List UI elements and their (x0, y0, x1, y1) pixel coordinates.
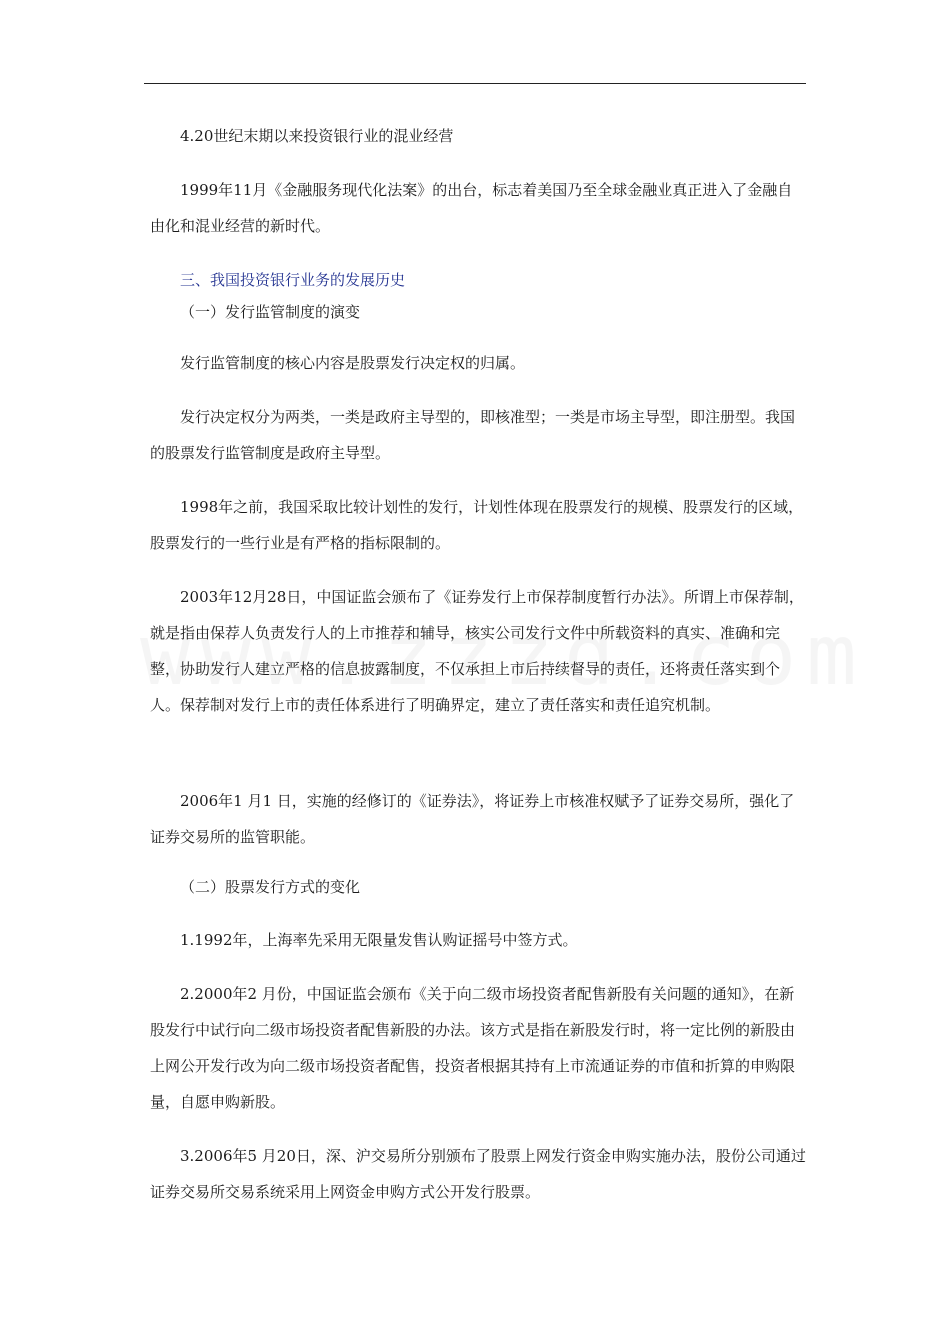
header-rule (144, 83, 806, 84)
paragraph-core-content: 发行监管制度的核心内容是股票发行决定权的归属。 (180, 354, 526, 372)
subheading-regulation-evolution: （一）发行监管制度的演变 (180, 303, 361, 321)
chapter-heading-china-history: 三、我国投资银行业务的发展历史 (180, 271, 406, 289)
paragraph-before-1998: 1998年之前，我国采取比较计划性的发行，计划性体现在股票发行的规模、股票发行的区域，股票发行的一些行业是有严格的指标限制的。 (150, 498, 804, 552)
paragraph-1999-act: 1999年11月《金融服务现代化法案》的出台，标志着美国乃至全球金融业真正进入了金融自由化和混业经营的新时代。 (150, 181, 793, 235)
paragraph-item-2000: 2.2000年2 月份，中国证监会颁布《关于向二级市场投资者配售新股有关问题的通知》，在新股发行中试行向二级市场投资者配售新股的办法。该方式是指在新股发行时，将一定比例的新股由上网公开发行改为向二级市场投资者配售，投资者根据其持有上市流通证券的市值和折算的申购限量，自愿申购新股。 (150, 985, 796, 1111)
paragraph-sponsor-system: 2003年12月28日，中国证监会颁布了《证券发行上市保荐制度暂行办法》。所谓上市保荐制，就是指由保荐人负责发行人的上市推荐和辅导，核实公司发行文件中所载资料的真实、准确和完整，协助发行人建立严格的信息披露制度，不仅承担上市后持续督导的责任，还将责任落实到个人。保荐制对发行上市的责任体系进行了明确界定，建立了责任落实和责任追究机制。 (150, 588, 804, 714)
subheading-issue-method-changes: （二）股票发行方式的变化 (180, 878, 361, 896)
section-heading-mixed-operation: 4.20世纪末期以来投资银行业的混业经营 (180, 127, 454, 145)
paragraph-item-2006: 3.2006年5 月20日，深、沪交易所分别颁布了股票上网发行资金申购实施办法，股份公司通过证券交易所交易系统采用上网资金申购方式公开发行股票。 (150, 1147, 806, 1201)
paragraph-decision-types: 发行决定权分为两类，一类是政府主导型的，即核准型；一类是市场主导型，即注册型。我国的股票发行监管制度是政府主导型。 (150, 408, 796, 462)
paragraph-item-1992: 1.1992年，上海率先采用无限量发售认购证摇号中签方式。 (180, 931, 578, 949)
paragraph-securities-law-2006: 2006年1 月1 日，实施的经修订的《证券法》，将证券上市核准权赋予了证券交易所，强化了证券交易所的监管职能。 (150, 792, 795, 846)
